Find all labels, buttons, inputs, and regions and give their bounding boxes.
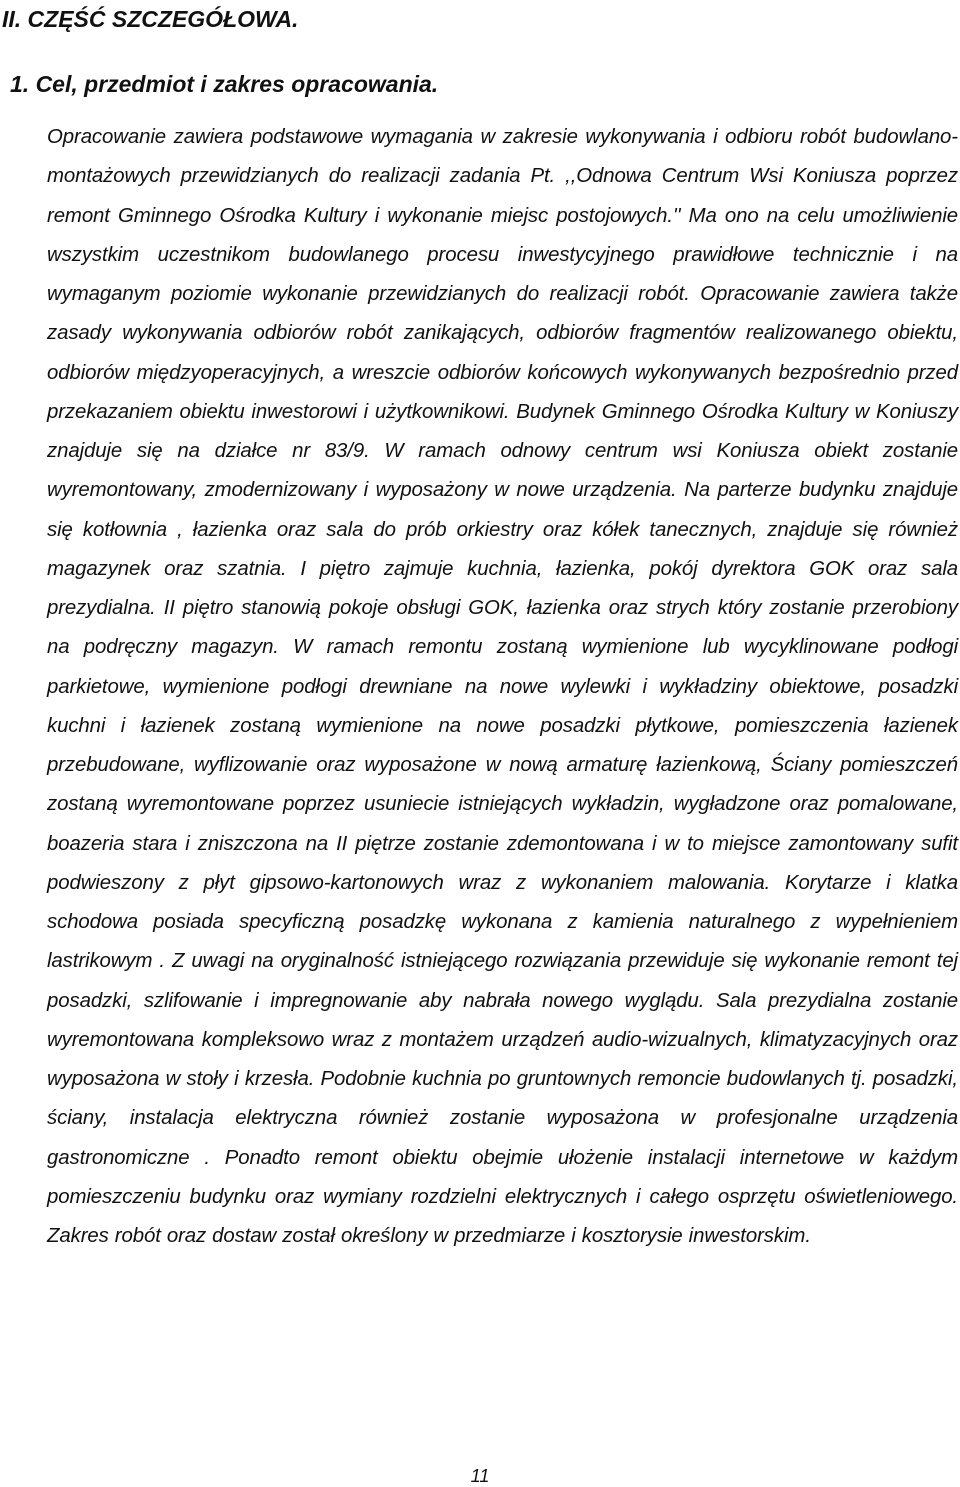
subsection-heading: 1. Cel, przedmiot i zakres opracowania. [10,71,439,97]
body-paragraph: Opracowanie zawiera podstawowe wymagania w zakresie wykonywania i odbioru robót budowlano-montażowych przewidzianych do realizacji zadania Pt. ,,Odnowa Centrum Wsi Koniusza poprzez remont Gminnego Ośrodka Kultury i wykonanie miejsc postojowych.'' Ma ono na celu umożliwienie wszystkim uczestnikom budowlanego procesu inwestycyjnego prawidłowe technicznie i na wymaganym poziomie wykonanie przewidzianych do realizacji robót. Opracowanie zawiera także zasady wykonywania odbiorów robót zanikających, odbiorów fragmentów realizowanego obiektu, odbiorów międzyoperacyjnych, a wreszcie odbiorów końcowych wykonywanych bezpośrednio przed przekazaniem obiektu inwestorowi i użytkownikowi. Budynek Gminnego Ośrodka Kultury w Koniuszy znajduje się na działce nr 83/9. W ramach odnowy centrum wsi Koniusza obiekt zostanie wyremontowany, zmodernizowany i wyposażony w nowe urządzenia. Na parterze budynku znajduje się kotłownia , łazienka oraz sala do prób orkiestry oraz kółek tanecznych, znajduje się również magazynek oraz szatnia. I piętro zajmuje kuchnia, łazienka, pokój dyrektora GOK oraz sala prezydialna. II piętro stanowią pokoje obsługi GOK, łazienka oraz strych który zostanie przerobiony na podręczny magazyn. W ramach remontu zostaną wymienione lub wycyklinowane podłogi parkietowe, wymienione podłogi drewniane na nowe wylewki i wykładziny obiektowe, posadzki kuchni i łazienek zostaną wymienione na nowe posadzki płytkowe, pomieszczenia łazienek przebudowane, wyflizowanie oraz wyposażone w nową armaturę łazienkową, Ściany pomieszczeń zostaną wyremontowane poprzez usuniecie istniejących wykładzin, wygładzone oraz pomalowane, boazeria stara i zniszczona na II piętrze zostanie zdemontowana i w to miejsce zamontowany sufit podwieszony z płyt gipsowo-kartonowych wraz z wykonaniem malowania. Korytarze i klatka schodowa posiada specyficzną posadzkę wykonana z kamienia naturalnego z wypełnieniem lastrikowym . Z uwagi na oryginalność istniejącego rozwiązania przewiduje się wykonanie remont tej posadzki, szlifowanie i impregnowanie aby nabrała nowego wyglądu. Sala prezydialna zostanie wyremontowana kompleksowo wraz z montażem urządzeń audio-wizualnych, klimatyzacyjnych oraz wyposażona w stoły i krzesła. Podobnie kuchnia po gruntownych remoncie budowlanych tj. posadzki, ściany, instalacja elektryczna również zostanie wyposażona w profesjonalne urządzenia gastronomiczne . Ponadto remont obiektu obejmie ułożenie instalacji internetowe w każdym pomieszczeniu budynku oraz wymiany rozdzielni elektrycznych i całego osprzętu oświetleniowego. Zakres robót oraz dostaw został określony w przedmiarze i kosztorysie inwestorskim. [47,126,958,1247]
section-heading: II. CZĘŚĆ SZCZEGÓŁOWA. [2,6,299,32]
page-number: 11 [470,1466,490,1486]
